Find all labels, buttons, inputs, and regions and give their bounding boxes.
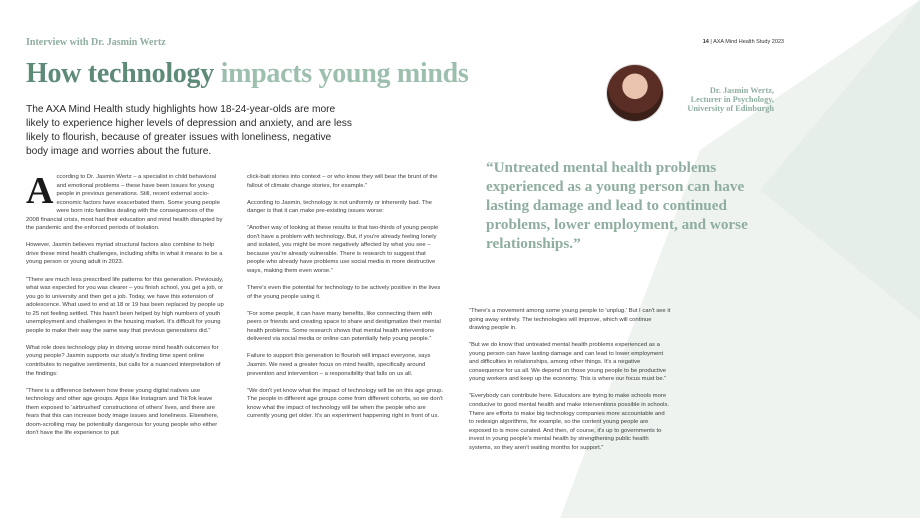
paragraph: There's even the potential for technology to be actively positive in the lives of the young people using it. [247, 285, 441, 300]
title-part-2: impacts young minds [220, 58, 469, 89]
title-part-1: How technology [26, 58, 214, 89]
avatar [607, 65, 663, 121]
paragraph: “Everybody can contribute here. Educators are trying to make schools more conducive to good mental health and make interventions possible in schools. There are efforts to make big technology companies more accountable and to redesign algorithms, for example, so the content young people are exposed to is more curated. And then, of course, it's up to governments to invest in young people's mental health by strengthening public health systems, so they aren't waiting months for support.” [469, 393, 670, 451]
paragraph: “But we do know that untreated mental health problems experienced as a young person can have lasting damage and can lead to lower employment and difficulties in relationships, among other things. It's a negative consequence for us all. We depend on those young people to be productive young workers and keep up the economy. This is where our focus must be.” [469, 342, 667, 383]
profile-institution: University of Edinburgh [687, 104, 774, 113]
page-number: 14 [702, 39, 709, 45]
page-reference [703, 39, 784, 45]
publication-name: AXA Mind Health Study 2023 [713, 39, 784, 45]
paragraph: “We don't yet know what the impact of technology will be on this age group. The people in different age groups come from different cohorts, so we don't know what the impact of technology will be when the people who are currently young get older. It's an experiment happening right in front of us. [247, 387, 444, 420]
body-column-2 [247, 173, 445, 429]
drop-cap: A [26, 170, 54, 212]
profile-name: Dr. Jasmin Wertz, [709, 86, 774, 95]
paragraph: “There is a difference between how these young digital natives use technology and other age groups. Apps like Instagram and TikTok leave them exposed to 'airbrushed' constructions of others' lives, and there are fears that this can increase body image issues and loneliness. Elsewhere, doom-scrolling may be potentially dangerous for young people who either don't have the life experience to put [26, 387, 219, 437]
profile-role: Lecturer in Psychology, [690, 95, 774, 104]
paragraph: “Another way of looking at these results is that two-thirds of young people don't have a problem with technology. But, if you're already feeling lonely and isolated, you might be more negatively affected by what you see – because you're already vulnerable. There is research to suggest that people who already have problems use social media in more destructive ways, making them even worse.” [247, 225, 439, 275]
paragraph: Failure to support this generation to flourish will impact everyone, says Jasmin. We need a greater focus on mind health, specifically around prevention and intervention – a responsibility that falls on us all. [247, 353, 431, 377]
intro-paragraph: The AXA Mind Health study highlights how 18-24-year-olds are more likely to experience higher levels of depression and anxiety, and are less likely to flourish, because of greater issues with loneliness, negative body image and worries about the future. [26, 104, 352, 157]
profile-byline [663, 86, 774, 113]
section-kicker: Interview with Dr. Jasmin Wertz [26, 37, 166, 48]
paragraph: “There are much less prescribed life patterns for this generation. Previously, what was expected for you was clearer – you finish school, you get a job, or you go to university and then get a job. Today, we have this extension of adolescence. What used to end at 18 or 19 has been replaced by people up to 25 not feeling settled. This hasn't been helped by high numbers of youth unemployment and challenges in the housing market. It's difficult for young people to make their way the same way that previous generations did.” [26, 276, 224, 334]
paragraph: However, Jasmin believes myriad structural factors also combine to help drive these mind health challenges, including shifts in what it means to be a young person or young adult in 2023. [26, 242, 223, 266]
page-title [26, 56, 469, 92]
paragraph: “For some people, it can have many benefits, like connecting them with peers or friends and creating space to share and destigmatize their mental health problems. Some research shows that mental health interventions delivered via social media or online can potentially help young people.” [247, 310, 441, 343]
paragraph: “There's a movement among some young people to 'unplug.' But I can't see it going away entirely. The technologies will improve, which will continue drawing people in. [469, 308, 671, 332]
body-column-1 [26, 170, 224, 447]
body-column-3 [469, 307, 671, 461]
paragraph: According to Jasmin, technology is not uniformly or inherently bad. The danger is that it can make pre-existing issues worse: [247, 199, 432, 215]
pull-quote: “Untreated mental health problems experienced as a young person can have lasting damage and lead to continued problems, lower employment, and worse relationships.” [486, 159, 748, 252]
paragraph: According to Dr. Jasmin Wertz – a specialist in child behavioral and emotional problems – these have been issues for young people in previous generations. Still, recent external socio-economic factors have exacerbated them. Some young people were born into families dealing with the consequences of the 2008 financial crisis, most had their education and mind health disrupted by the pandemic and the enforced periods of isolation. [26, 170, 223, 232]
paragraph: click-bait stories into context – or who know they will bear the brunt of the fallout of climate change stories, for example.” [247, 174, 438, 189]
page-separator: | [710, 39, 712, 45]
paragraph: What role does technology play in driving worse mind health outcomes for young people? Jasmin supports our study's finding time spent online contributes to negative sentiments, but calls for a nuanced interpretation of the findings: [26, 344, 221, 377]
